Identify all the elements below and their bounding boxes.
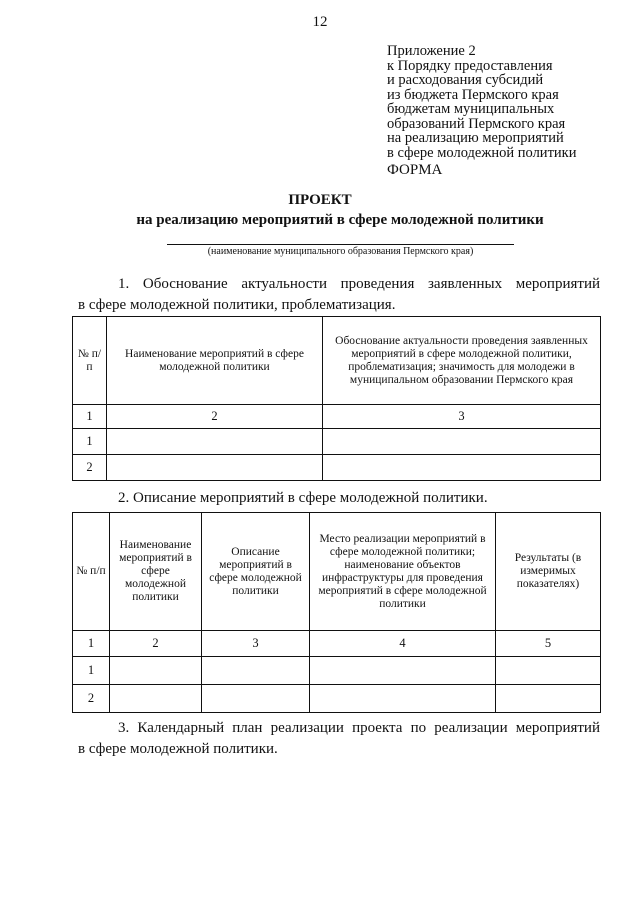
row-index: 2 bbox=[73, 685, 110, 713]
table-row bbox=[73, 455, 601, 481]
header-cell: № п/п bbox=[73, 513, 110, 631]
row-index: 1 bbox=[73, 657, 110, 685]
appendix-line: Приложение 2 bbox=[387, 43, 476, 59]
section3-line1: 3. Календарный план реализации проекта по реализации мероприятий bbox=[118, 720, 600, 736]
row-index: 2 bbox=[73, 455, 107, 481]
header-cell: Наименование мероприятий в сфере молодежной политики bbox=[107, 317, 323, 405]
column-number: 1 bbox=[73, 405, 107, 429]
header-cell: Обоснование актуальности проведения заявленных мероприятий в сфере молодежной политики, проблематизация; значимость для молодежи в муниципальном образовании Пермского края bbox=[323, 317, 601, 405]
table-row bbox=[73, 429, 601, 455]
column-number: 5 bbox=[496, 631, 601, 657]
appendix-line: и расходования субсидий bbox=[387, 72, 544, 88]
empty-cell[interactable] bbox=[202, 657, 310, 685]
appendix-line: бюджетам муниципальных bbox=[387, 101, 555, 117]
column-number: 4 bbox=[310, 631, 496, 657]
header-cell: Наименование мероприятий в сфере молодежной политики bbox=[110, 513, 202, 631]
empty-cell[interactable] bbox=[110, 685, 202, 713]
header-cell: Описание мероприятий в сфере молодежной политики bbox=[202, 513, 310, 631]
document-title: ПРОЕКТ bbox=[288, 192, 352, 208]
column-number: 2 bbox=[110, 631, 202, 657]
row-index: 1 bbox=[73, 429, 107, 455]
column-number: 3 bbox=[202, 631, 310, 657]
empty-cell[interactable] bbox=[310, 657, 496, 685]
empty-cell[interactable] bbox=[496, 657, 601, 685]
section1-paragraph bbox=[78, 274, 600, 316]
empty-cell[interactable] bbox=[323, 429, 601, 455]
empty-cell[interactable] bbox=[496, 685, 601, 713]
table-row bbox=[73, 657, 601, 685]
empty-cell[interactable] bbox=[202, 685, 310, 713]
section1-table bbox=[72, 316, 601, 481]
column-number: 1 bbox=[73, 631, 110, 657]
document-subtitle: на реализацию мероприятий в сфере молодежной политики bbox=[136, 212, 544, 228]
page-number: 12 bbox=[312, 14, 328, 30]
empty-cell[interactable] bbox=[310, 685, 496, 713]
section1-line2: в сфере молодежной политики, проблематизация. bbox=[78, 297, 396, 313]
column-number: 2 bbox=[107, 405, 323, 429]
empty-cell[interactable] bbox=[107, 455, 323, 481]
appendix-line: из бюджета Пермского края bbox=[387, 86, 559, 103]
empty-cell[interactable] bbox=[323, 455, 601, 481]
section1-line1: 1. Обоснование актуальности проведения заявленных мероприятий bbox=[118, 276, 600, 292]
appendix-line: к Порядку предоставления bbox=[387, 57, 553, 74]
column-number: 3 bbox=[323, 405, 601, 429]
empty-cell[interactable] bbox=[107, 429, 323, 455]
appendix-line: образований Пермского края bbox=[387, 115, 566, 132]
section1-number-row bbox=[73, 405, 601, 429]
header-cell: Результаты (в измеримых показателях) bbox=[496, 513, 601, 631]
form-label: ФОРМА bbox=[387, 162, 443, 178]
section3-line2: в сфере молодежной политики. bbox=[78, 741, 278, 757]
table-row bbox=[73, 685, 601, 713]
section2-number-row bbox=[73, 631, 601, 657]
section1-header-row bbox=[73, 317, 601, 405]
municipality-name-line bbox=[167, 244, 514, 245]
municipality-caption: (наименование муниципального образования Пермского края) bbox=[207, 246, 474, 257]
section2-table bbox=[72, 512, 601, 713]
appendix-line: на реализацию мероприятий bbox=[387, 130, 564, 146]
header-cell: № п/п bbox=[73, 317, 107, 405]
appendix-line: в сфере молодежной политики bbox=[387, 144, 577, 161]
section2-heading: 2. Описание мероприятий в сфере молодежной политики. bbox=[118, 490, 488, 506]
section3-paragraph bbox=[78, 718, 600, 760]
header-cell: Место реализации мероприятий в сфере молодежной политики; наименование объектов инфраструктуры для проведения мероприятий в сфере молодежной политики bbox=[310, 513, 496, 631]
empty-cell[interactable] bbox=[110, 657, 202, 685]
section2-header-row bbox=[73, 513, 601, 631]
appendix-block bbox=[387, 44, 576, 160]
